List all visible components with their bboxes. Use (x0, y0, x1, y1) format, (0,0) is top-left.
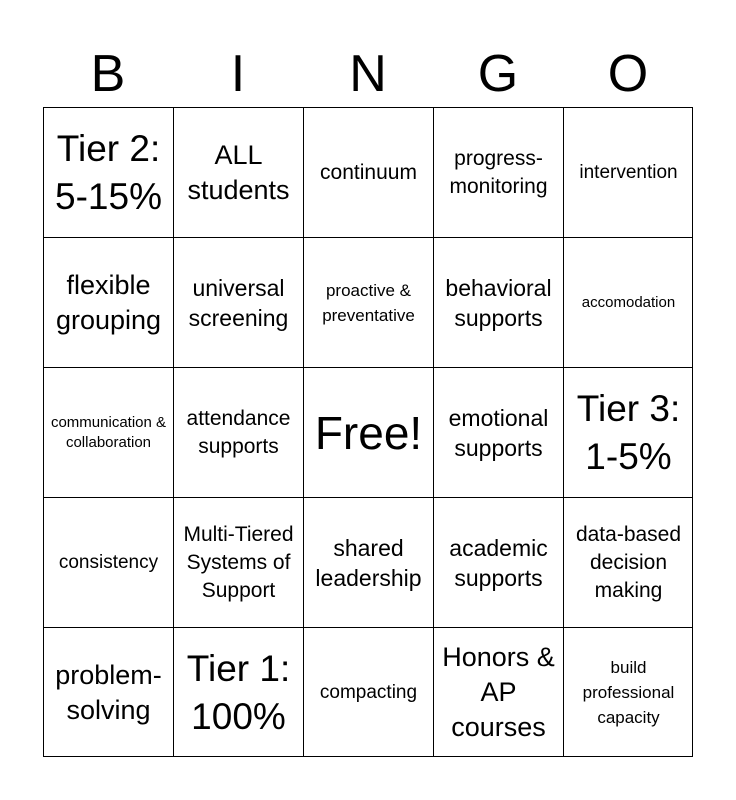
cell-text: compacting (319, 681, 418, 703)
cell-text: proactive & preventative (322, 280, 415, 325)
bingo-cell[interactable] (433, 107, 563, 237)
header-letter-n: N (349, 45, 387, 103)
bingo-cell[interactable] (433, 627, 563, 757)
cell-text: continuum (320, 160, 417, 184)
free-space-text: Free! (314, 406, 423, 459)
bingo-cell[interactable] (173, 367, 303, 497)
bingo-cell[interactable] (43, 237, 173, 367)
header-letter-g: G (477, 45, 519, 103)
bingo-cell[interactable] (563, 237, 693, 367)
cell-text: flexible grouping (55, 269, 162, 335)
cell-text: attendance supports (186, 406, 291, 458)
bingo-cell[interactable] (563, 627, 693, 757)
cell-text: data-based decision making (575, 522, 682, 602)
cell-text: progress-monitoring (449, 146, 548, 198)
cell-text: Tier 2: 5-15% (55, 127, 162, 217)
cell-text: intervention (579, 161, 678, 183)
bingo-cell[interactable] (173, 107, 303, 237)
cell-text: communication & collaboration (50, 413, 167, 451)
cell-text: Multi-Tiered Systems of Support (183, 522, 294, 602)
bingo-cell[interactable] (563, 367, 693, 497)
bingo-cell[interactable] (43, 367, 173, 497)
cell-text: academic supports (449, 534, 548, 591)
bingo-cell[interactable] (43, 497, 173, 627)
bingo-cell[interactable] (433, 367, 563, 497)
cell-text: Tier 3: 1-5% (576, 387, 681, 477)
bingo-cell[interactable] (563, 497, 693, 627)
bingo-header (43, 40, 693, 108)
free-space-cell[interactable] (303, 367, 433, 497)
bingo-cell[interactable] (43, 627, 173, 757)
bingo-cell[interactable] (303, 497, 433, 627)
bingo-cell[interactable] (433, 237, 563, 367)
bingo-board (43, 107, 693, 757)
bingo-cell[interactable] (433, 497, 563, 627)
cell-text: emotional supports (448, 404, 549, 461)
bingo-cell[interactable] (303, 237, 433, 367)
cell-text: universal screening (188, 274, 289, 331)
header-letter-o: O (607, 45, 649, 103)
cell-text: consistency (58, 551, 159, 573)
cell-text: problem-solving (55, 659, 162, 725)
cell-text: shared leadership (315, 534, 422, 591)
bingo-cell[interactable] (563, 107, 693, 237)
header-letter-b: B (90, 45, 126, 103)
bingo-cell[interactable] (173, 497, 303, 627)
header-letter-i: I (230, 45, 246, 103)
bingo-cell[interactable] (173, 237, 303, 367)
cell-text: behavioral supports (445, 274, 552, 331)
cell-text: accomodation (581, 293, 676, 311)
cell-text: ALL students (187, 139, 290, 205)
bingo-cell[interactable] (303, 107, 433, 237)
cell-text: Honors & AP courses (442, 642, 555, 742)
cell-text: Tier 1: 100% (186, 647, 291, 737)
bingo-cell[interactable] (43, 107, 173, 237)
cell-text: build professional capacity (582, 658, 675, 727)
bingo-cell[interactable] (303, 627, 433, 757)
bingo-cell[interactable] (173, 627, 303, 757)
